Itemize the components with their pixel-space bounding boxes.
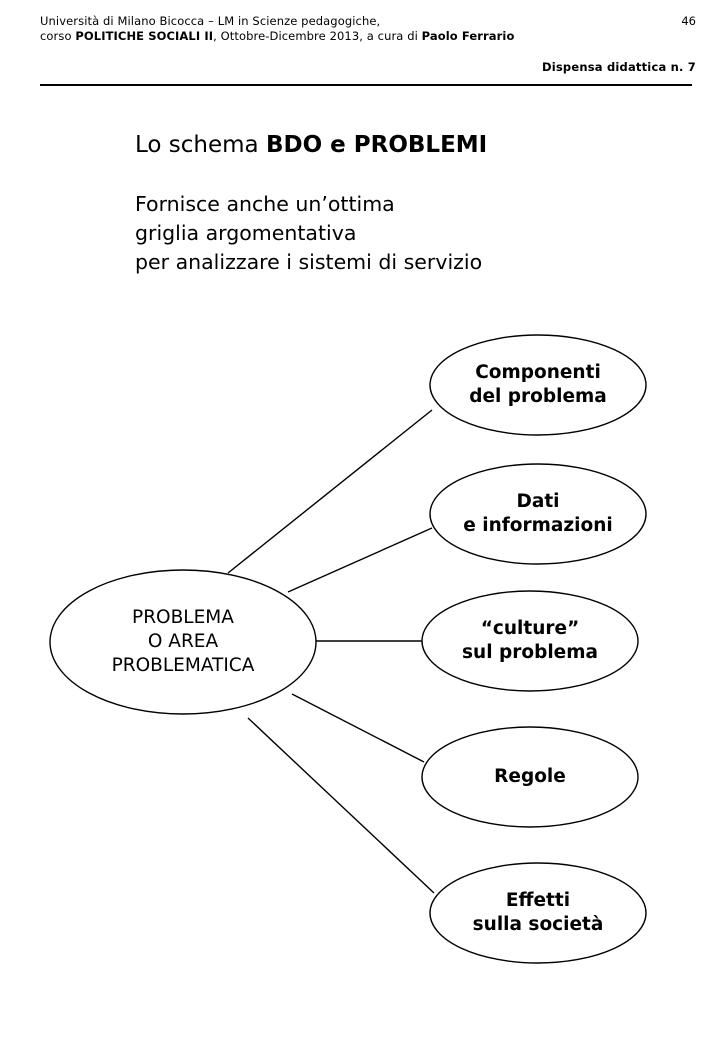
slide-title-bold: BDO e PROBLEMI — [265, 132, 488, 158]
diagram-node-root — [50, 570, 316, 714]
diagram-node-3-label: “culture” sul problema — [462, 618, 598, 663]
diagram-node-2-label: Dati e informazioni — [463, 491, 613, 536]
diagram-connector — [292, 694, 424, 762]
diagram-node-4-label: Regole — [494, 766, 566, 787]
diagram-node-4 — [422, 727, 638, 827]
slide-title-plain: Lo schema — [135, 132, 266, 158]
diagram-node-2 — [430, 464, 646, 564]
header-course-dates: , Ottobre-Dicembre 2013, a cura di — [213, 29, 422, 43]
diagram-connector — [228, 410, 432, 573]
diagram-node-1-label: Componenti del problema — [469, 362, 607, 407]
diagram-node-1 — [430, 335, 646, 435]
handout-label: Dispensa didattica n. 7 — [541, 60, 696, 74]
header-author-name: Paolo Ferrario — [421, 29, 515, 43]
subtitle-line-1: Fornisce anche un’ottima — [135, 192, 395, 216]
subtitle-line-2: griglia argomentativa — [135, 221, 357, 245]
header-institution-text: Università di Milano Bicocca – LM in Scienze pedagogiche, — [40, 14, 381, 28]
diagram-connector — [288, 528, 432, 592]
diagram-connector — [248, 718, 434, 893]
diagram-node-root-label: PROBLEMA O AREA PROBLEMATICA — [111, 607, 255, 676]
diagram-node-5 — [430, 863, 646, 963]
header-course-name: POLITICHE SOCIALI II — [75, 29, 214, 43]
diagram-node-3 — [422, 591, 638, 691]
page-number: 46 — [681, 14, 696, 28]
header-course-prefix: corso — [40, 29, 76, 43]
subtitle-line-3: per analizzare i sistemi di servizio — [135, 250, 483, 274]
diagram-node-5-label: Effetti sulla società — [472, 890, 604, 935]
